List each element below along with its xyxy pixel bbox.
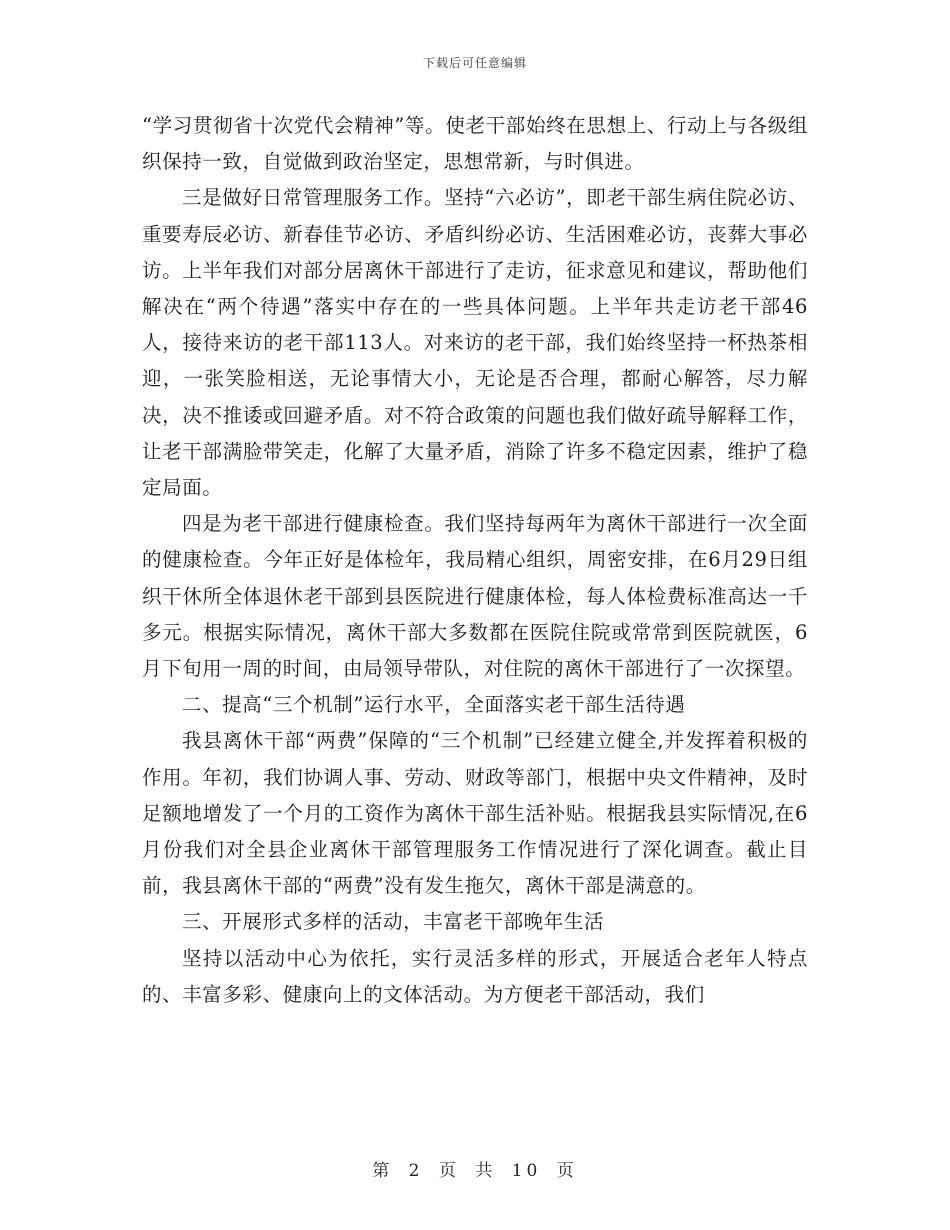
page-footer: 第 2 页 共 10 页 [372, 1161, 578, 1181]
paragraph-2: 三是做好日常管理服务工作。坚持“六必访”，即老干部生病住院必访、重要寿辰必访、新春佳节必访、矛盾纠纷必访、生活困难必访，丧葬大事必访。上半年我们对部分居离休干部进行了走访，征求意见和建议，帮助他们解决在“两个待遇”落实中存在的一些具体问题。上半年共走访老干部46人，接待来访的老干部113人。对来访的老干部，我们始终坚持一杯热茶相迎，一张笑脸相送，无论事情大小，无论是否合理，都耐心解答，尽力解决，决不推诿或回避矛盾。对不符合政策的问题也我们做好疏导解释工作，让老干部满脸带笑走，化解了大量矛盾，消除了许多不稳定因素，维护了稳定局面。 [142, 186, 808, 500]
document-body [142, 108, 808, 1013]
paragraph-1: “学习贯彻省十次党代会精神”等。使老干部始终在思想上、行动上与各级组织保持一致，自觉做到政治坚定，思想常新，与时俱进。 [142, 114, 808, 174]
paragraph-3: 四是为老干部进行健康检查。我们坚持每两年为离休干部进行一次全面的健康检查。今年正好是体检年，我局精心组织，周密安排，在6月29日组织干休所全体退休老干部到县医院进行健康体检，每人体检费标准高达一千多元。根据实际情况，离休干部大多数都在医院住院或常常到医院就医，6月下旬用一周的时间，由局领导带队，对住院的离休干部进行了一次探望。 [142, 512, 808, 681]
section-heading-2: 二、提高“三个机制”运行水平，全面落实老干部生活待遇 [181, 693, 686, 717]
paragraph-5: 坚持以活动中心为依托，实行灵活多样的形式，开展适合老年人特点的、丰富多彩、健康向上的文体活动。为方便老干部活动，我们 [142, 946, 808, 1006]
page-header: 下载后可任意编辑 [422, 56, 527, 70]
section-heading-3: 三、开展形式多样的活动，丰富老干部晚年生活 [181, 910, 605, 934]
paragraph-4: 我县离休干部“两费”保障的“三个机制”已经建立健全,并发挥着积极的作用。年初，我们协调人事、劳动、财政等部门，根据中央文件精神，及时足额地增发了一个月的工资作为离休干部生活补贴。根据我县实际情况,在6月份我们对全县企业离休干部管理服务工作情况进行了深化调查。截止目前，我县离休干部的“两费”没有发生拖欠，离休干部是满意的。 [142, 729, 808, 898]
